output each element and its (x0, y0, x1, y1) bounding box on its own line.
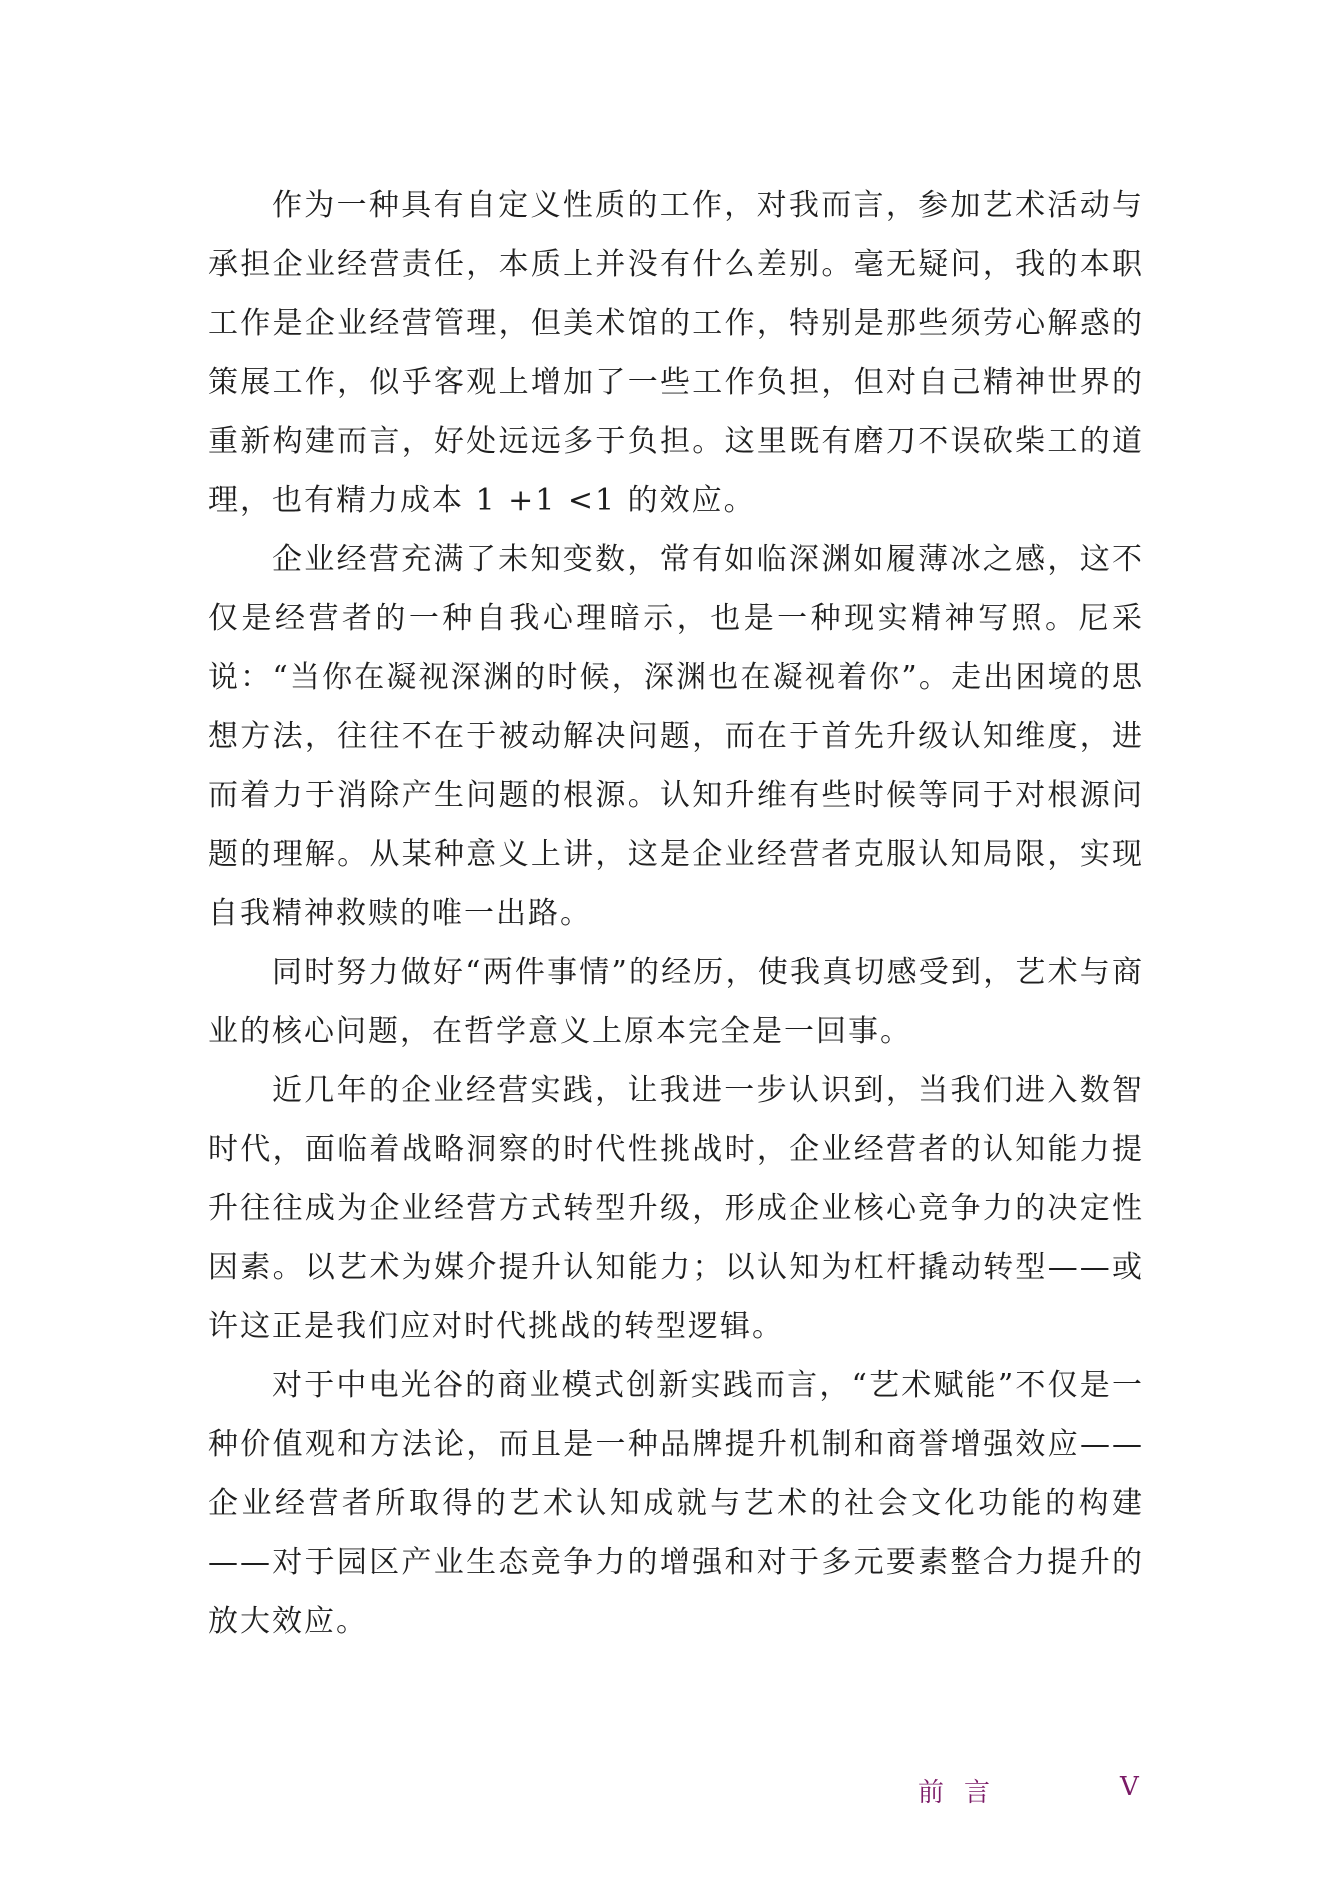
paragraph-2: 企业经营充满了未知变数，常有如临深渊如履薄冰之感，这不仅是经营者的一种自我心理暗示，也是一种现实精神写照。尼采说：“当你在凝视深渊的时候，深渊也在凝视着你”。走出困境的思想方法，往往不在于被动解决问题，而在于首先升级认知维度，进而着力于消除产生问题的根源。认知升维有些时候等同于对根源问题的理解。从某种意义上讲，这是企业经营者克服认知局限，实现自我精神救赎的唯一出路。 (208, 542, 1144, 931)
footer-section-title: 前言 (918, 1778, 1011, 1808)
paragraph-5: 对于中电光谷的商业模式创新实践而言，“艺术赋能”不仅是一种价值观和方法论，而且是一种品牌提升机制和商誉增强效应——企业经营者所取得的艺术认知成就与艺术的社会文化功能的构建——对于园区产业生态竞争力的增强和对于多元要素整合力提升的放大效应。 (208, 1368, 1144, 1639)
paragraph-4: 近几年的企业经营实践，让我进一步认识到，当我们进入数智时代，面临着战略洞察的时代性挑战时，企业经营者的认知能力提升往往成为企业经营方式转型升级，形成企业核心竞争力的决定性因素。以艺术为媒介提升认知能力；以认知为杠杆撬动转型——或许这正是我们应对时代挑战的转型逻辑。 (208, 1073, 1144, 1344)
body-text (208, 176, 1144, 1651)
paragraph-1: 作为一种具有自定义性质的工作，对我而言，参加艺术活动与承担企业经营责任，本质上并没有什么差别。毫无疑问，我的本职工作是企业经营管理，但美术馆的工作，特别是那些须劳心解惑的策展工作，似乎客观上增加了一些工作负担，但对自己精神世界的重新构建而言，好处远远多于负担。这里既有磨刀不误砍柴工的道理，也有精力成本 1 +1 <1 的效应。 (208, 188, 1144, 518)
paragraph-3: 同时努力做好“两件事情”的经历，使我真切感受到，艺术与商业的核心问题，在哲学意义上原本完全是一回事。 (208, 955, 1144, 1049)
footer-page-number: V (1120, 1772, 1139, 1802)
